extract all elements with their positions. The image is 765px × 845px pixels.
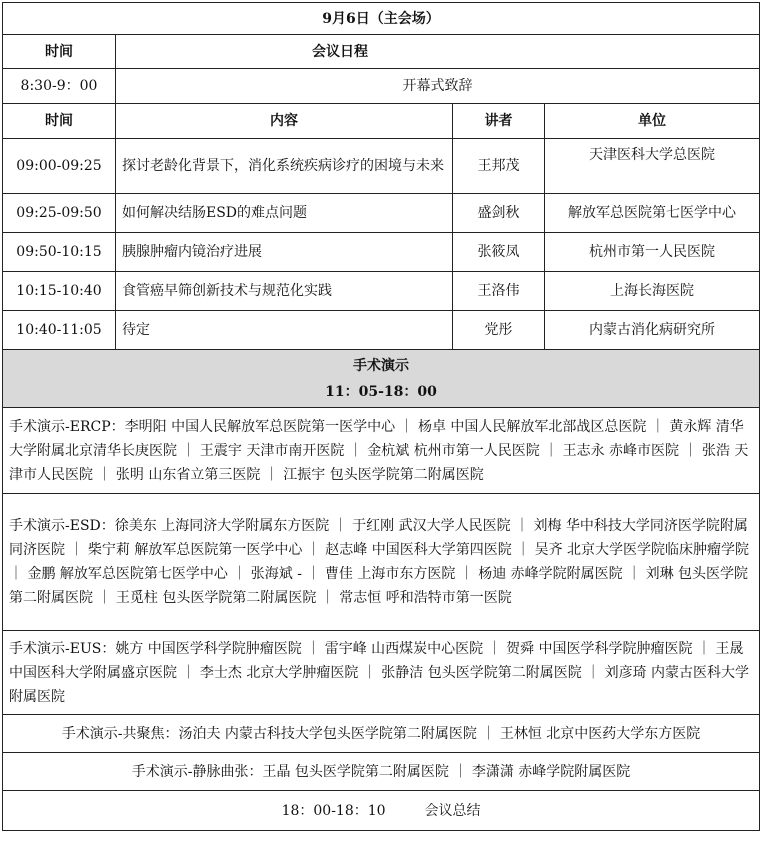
demo-row (3, 715, 760, 753)
talk-content: 食管癌早筛创新技术与规范化实践 (116, 272, 453, 311)
talk-content: 待定 (116, 311, 453, 350)
opening-text: 开幕式致辞 (116, 69, 760, 104)
talk-time: 10:15-10:40 (3, 272, 116, 311)
talk-content: 如何解决结肠ESD的难点问题 (116, 194, 453, 233)
talk-content: 探讨老龄化背景下，消化系统疾病诊疗的困境与未来 (116, 139, 453, 194)
talk-unit: 杭州市第一人民医院 (545, 233, 760, 272)
demo-ercp: 手术演示-ERCP：李明阳 中国人民解放军总医院第一医学中心 ｜ 杨卓 中国人民解放军北部战区总医院 ｜ 黄永辉 清华大学附属北京清华长庚医院 ｜ 王震宇 天津市南开医院 ｜ 金杭斌 杭州市第一人民医院 ｜ 王志永 赤峰市医院 ｜ 张浩 天津市人民医院 ｜ 张明 山东省立第三医院 ｜ 江振宇 包头医学院第二附属医院 (3, 408, 760, 494)
schedule-title: 9月6日（主会场） (3, 3, 760, 35)
surgery-header (3, 350, 760, 408)
closing-cell (3, 791, 760, 831)
talk-unit: 内蒙古消化病研究所 (545, 311, 760, 350)
talk-row (3, 272, 760, 311)
header-row-2 (3, 104, 760, 139)
opening-row (3, 69, 760, 104)
demo-row (3, 631, 760, 715)
talk-speaker: 王邦茂 (453, 139, 545, 194)
header-speaker: 讲者 (453, 104, 545, 139)
talk-row (3, 233, 760, 272)
header-content: 内容 (116, 104, 453, 139)
surgery-title: 手术演示 (353, 357, 410, 374)
header-row-1 (3, 35, 760, 69)
closing-text: 会议总结 (424, 802, 481, 819)
talk-row (3, 139, 760, 194)
schedule-table (2, 2, 760, 831)
talk-speaker: 盛剑秋 (453, 194, 545, 233)
talk-row (3, 311, 760, 350)
talk-speaker: 王洛伟 (453, 272, 545, 311)
header-unit: 单位 (545, 104, 760, 139)
title-row (3, 3, 760, 35)
demo-varices: 手术演示-静脉曲张：王晶 包头医学院第二附属医院 ｜ 李潇潇 赤峰学院附属医院 (3, 753, 760, 791)
talk-row (3, 194, 760, 233)
header-time: 时间 (3, 35, 116, 69)
talk-speaker: 党彤 (453, 311, 545, 350)
demo-confocal: 手术演示-共聚焦：汤泊夫 内蒙古科技大学包头医学院第二附属医院 ｜ 王林恒 北京中医药大学东方医院 (3, 715, 760, 753)
surgery-time: 11：05-18：00 (325, 383, 437, 400)
opening-time: 8:30-9：00 (3, 69, 116, 104)
demo-row (3, 753, 760, 791)
talk-time: 09:50-10:15 (3, 233, 116, 272)
closing-row (3, 791, 760, 831)
surgery-header-row (3, 350, 760, 408)
closing-time: 18：00-18：10 (281, 802, 386, 819)
talk-time: 10:40-11:05 (3, 311, 116, 350)
talk-unit: 上海长海医院 (545, 272, 760, 311)
demo-row (3, 408, 760, 494)
talk-unit: 天津医科大学总医院 (545, 139, 760, 194)
talk-time: 09:25-09:50 (3, 194, 116, 233)
talk-unit: 解放军总医院第七医学中心 (545, 194, 760, 233)
talk-content: 胰腺肿瘤内镜治疗进展 (116, 233, 453, 272)
header-agenda: 会议日程 (116, 35, 760, 69)
demo-eus: 手术演示-EUS：姚方 中国医学科学院肿瘤医院 ｜ 雷宇峰 山西煤炭中心医院 ｜ 贺舜 中国医学科学院肿瘤医院 ｜ 王晟 中国医科大学附属盛京医院 ｜ 李士杰 北京大学肿瘤医院 ｜ 张静洁 包头医学院第二附属医院 ｜ 刘彦琦 内蒙古医科大学附属医院 (3, 631, 760, 715)
header-time-2: 时间 (3, 104, 116, 139)
demo-row (3, 494, 760, 631)
talk-time: 09:00-09:25 (3, 139, 116, 194)
demo-esd: 手术演示-ESD：徐美东 上海同济大学附属东方医院 ｜ 于红刚 武汉大学人民医院 ｜ 刘梅 华中科技大学同济医学院附属同济医院 ｜ 柴宁莉 解放军总医院第一医学中心 ｜ 赵志峰 中国医科大学第四医院 ｜ 吴齐 北京大学医学院临床肿瘤学院 ｜ 金鹏 解放军总医院第七医学中心 ｜ 张海斌 - ｜ 曹佳 上海市东方医院 ｜ 杨迪 赤峰学院附属医院 ｜ 刘琳 包头医学院第二附属医院 ｜ 王觅柱 包头医学院第二附属医院 ｜ 常志恒 呼和浩特市第一医院 (3, 494, 760, 631)
talk-speaker: 张筱凤 (453, 233, 545, 272)
